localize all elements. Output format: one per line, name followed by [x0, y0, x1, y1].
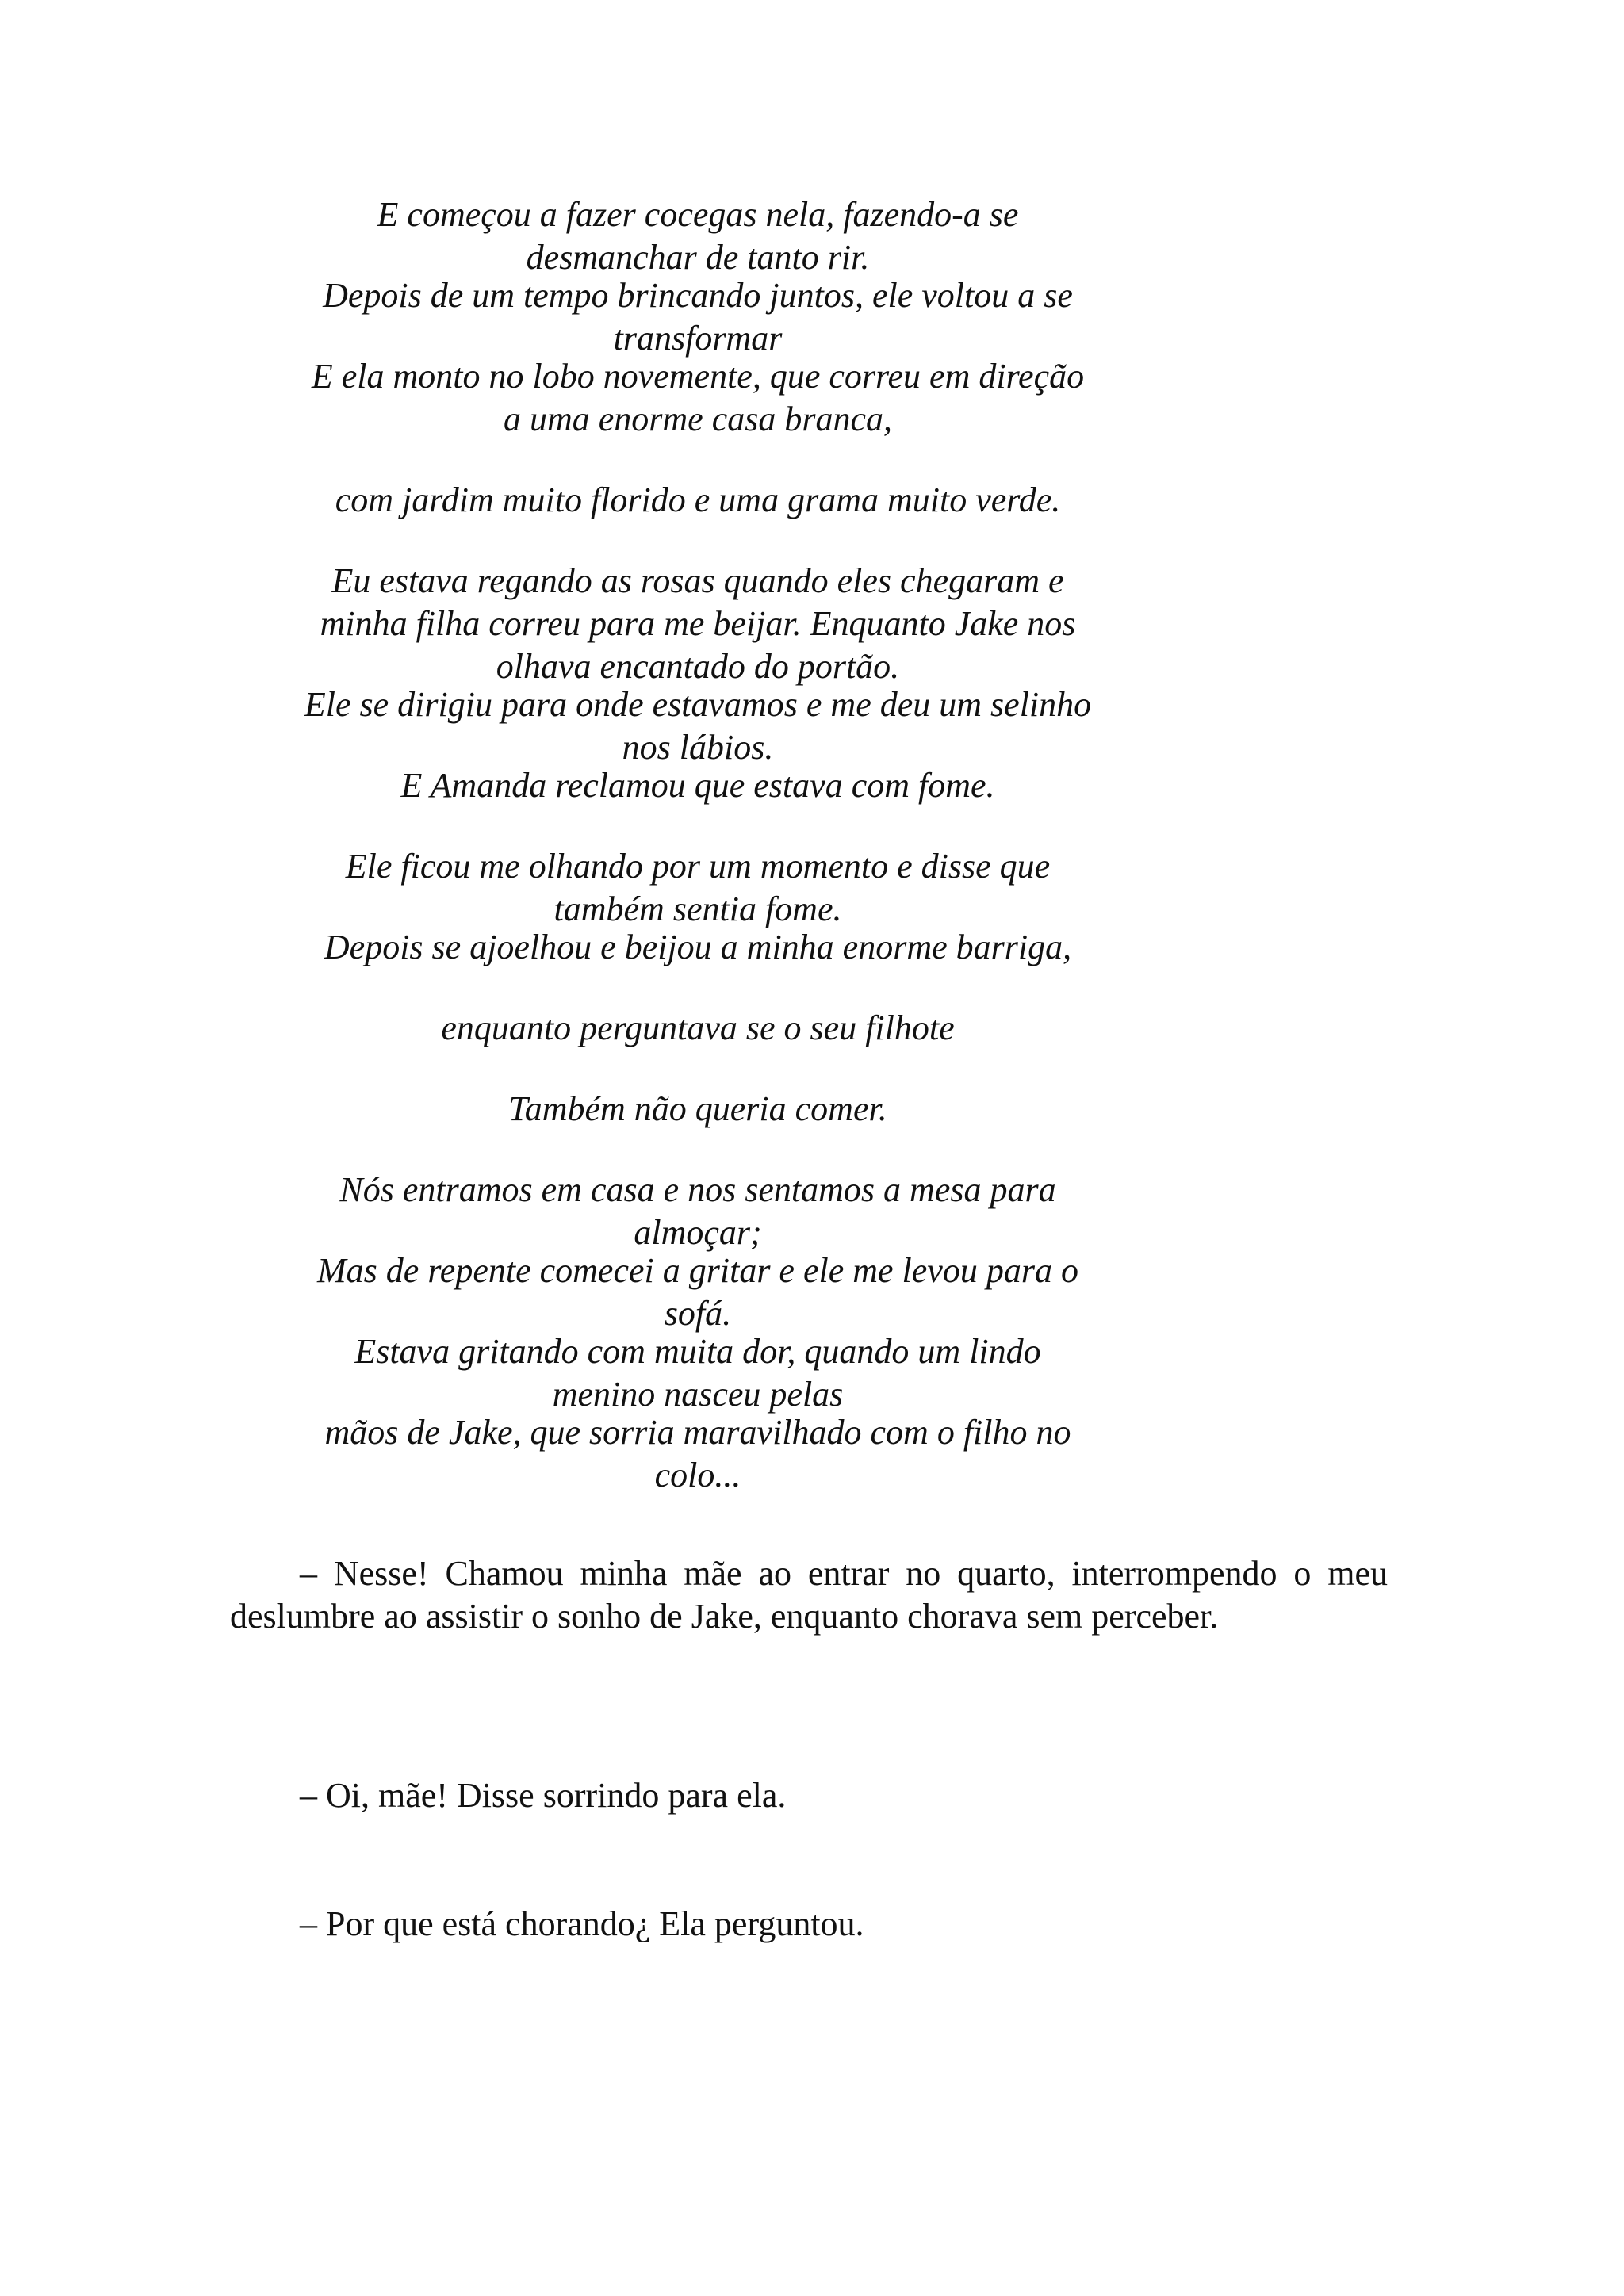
dialogue-paragraph-3: – Por que está chorando¿ Ela perguntou. — [300, 1904, 864, 1943]
verse-line-3: E ela monto no lobo novemente, que correu em direção a uma enorme casa branca, — [311, 357, 1085, 438]
verse-line-1: E começou a fazer cocegas nela, fazendo-a se desmanchar de tanto rir. — [377, 195, 1019, 277]
verse-line-15: mãos de Jake, que sorria maravilhado com o filho no colo... — [324, 1413, 1071, 1494]
verse-line-10: enquanto perguntava se o seu filhote — [441, 1008, 955, 1047]
verse-line-4: com jardim muito florido e uma grama muito verde. — [335, 480, 1061, 519]
verse-line-5: Eu estava regando as rosas quando eles chegaram e minha filha correu para me beijar. Enquanto Jake nos olhava encantado do portão. — [320, 561, 1076, 686]
verse-line-11: Também não queria comer. — [508, 1089, 887, 1128]
verse-line-6: Ele se dirigiu para onde estavamos e me deu um selinho nos lábios. — [304, 685, 1092, 767]
verse-line-8: Ele ficou me olhando por um momento e disse que também sentia fome. — [345, 847, 1051, 928]
dialogue-paragraph-2: – Oi, mãe! Disse sorrindo para ela. — [300, 1776, 787, 1815]
verse-line-12: Nós entramos em casa e nos sentamos a mesa para almoçar; — [339, 1170, 1056, 1252]
dialogue-paragraph-1: – Nesse! Chamou minha mãe ao entrar no quarto, interrompendo o meu deslumbre ao assistir o sonho de Jake, enquanto chorava sem perceber. — [230, 1554, 1388, 1636]
verse-line-2: Depois de um tempo brincando juntos, ele voltou a se transformar — [323, 276, 1073, 358]
verse-line-9: Depois se ajoelhou e beijou a minha enorme barriga, — [324, 928, 1072, 966]
verse-line-14: Estava gritando com muita dor, quando um lindo menino nasceu pelas — [354, 1332, 1041, 1414]
verse-line-7: E Amanda reclamou que estava com fome. — [400, 766, 995, 805]
verse-line-13: Mas de repente comecei a gritar e ele me levou para o sofá. — [317, 1251, 1078, 1333]
